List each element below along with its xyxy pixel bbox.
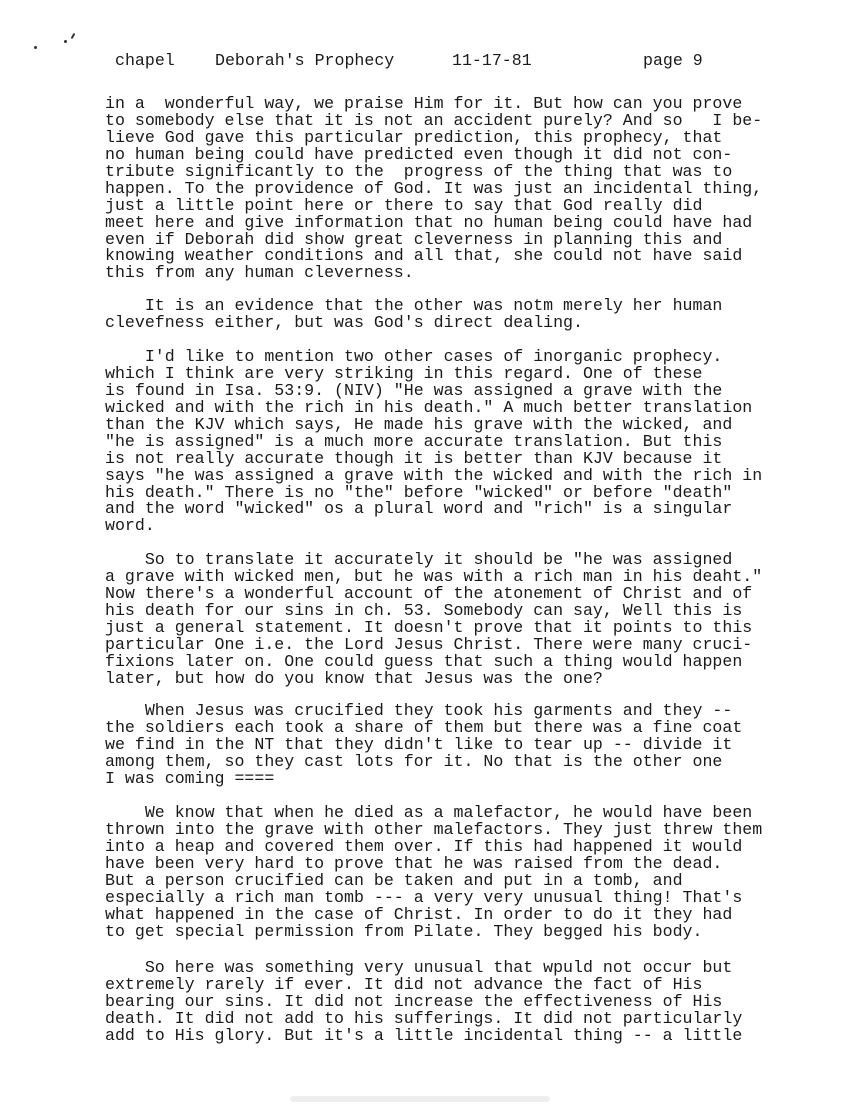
header-page-number: page 9 bbox=[643, 51, 703, 70]
text-line: "he is assigned" is a much more accurate translation. But this bbox=[105, 431, 723, 451]
text-line: tribute significantly to the progress of the thing that was to bbox=[105, 161, 733, 181]
text-line: to get special permission from Pilate. They begged his body. bbox=[105, 921, 703, 941]
header-service: chapel bbox=[115, 51, 175, 70]
text-line: the soldiers each took a share of them but there was a fine coat bbox=[105, 717, 743, 737]
text-line: especially a rich man tomb --- a very very unusual thing! That's bbox=[105, 887, 743, 907]
text-line: his death for our sins in ch. 53. Somebody can say, Well this is bbox=[105, 600, 743, 620]
text-line: So here was something very unusual that wpuld not occur but bbox=[105, 958, 733, 977]
paragraph bbox=[105, 552, 762, 688]
text-line: in a wonderful way, we praise Him for it. But how can you prove bbox=[105, 94, 743, 113]
text-line: When Jesus was crucified they took his garments and they -- bbox=[105, 701, 733, 720]
text-line: says "he was assigned a grave with the wicked and with the rich in bbox=[105, 465, 763, 485]
text-line: even if Deborah did show great cleverness in planning this and bbox=[105, 229, 723, 249]
paragraph bbox=[105, 349, 762, 535]
text-line: just a general statement. It doesn't prove that it points to this bbox=[105, 617, 753, 637]
text-line: clevefness either, but was God's direct dealing. bbox=[105, 312, 583, 332]
text-line: particular One i.e. the Lord Jesus Christ. There were many cruci- bbox=[105, 634, 753, 654]
text-line: meet here and give information that no human being could have had bbox=[105, 212, 753, 232]
text-line: It is an evidence that the other was notm merely her human bbox=[105, 296, 723, 315]
text-line: I was coming ==== bbox=[105, 768, 275, 788]
text-line: we find in the NT that they didn't like to tear up -- divide it bbox=[105, 734, 733, 754]
text-line: death. It did not add to his sufferings. It did not particularly bbox=[105, 1008, 743, 1028]
text-line: add to His glory. But it's a little incidental thing -- a little bbox=[105, 1025, 743, 1045]
text-line: is not really accurate though it is better than KJV because it bbox=[105, 448, 723, 468]
text-line: no human being could have predicted even though it did not con- bbox=[105, 144, 733, 164]
text-line: I'd like to mention two other cases of inorganic prophecy. bbox=[105, 347, 723, 366]
text-line: later, but how do you know that Jesus was the one? bbox=[105, 668, 603, 688]
text-line: his death." There is no "the" before "wicked" or before "death" bbox=[105, 482, 733, 502]
text-line: just a little point here or there to say that God really did bbox=[105, 195, 703, 215]
text-line: a grave with wicked men, but he was with a rich man in his deaht." bbox=[105, 566, 763, 586]
text-line: Now there's a wonderful account of the atonement of Christ and of bbox=[105, 583, 753, 603]
scan-speck bbox=[71, 33, 76, 39]
text-line: word. bbox=[105, 516, 155, 536]
text-line: thrown into the grave with other malefactors. They just threw them bbox=[105, 819, 763, 839]
text-line: than the KJV which says, He made his grave with the wicked, and bbox=[105, 414, 733, 434]
scan-speck bbox=[34, 46, 37, 49]
text-line: this from any human cleverness. bbox=[105, 263, 414, 283]
text-line: But a person crucified can be taken and put in a tomb, and bbox=[105, 870, 683, 890]
header-date: 11-17-81 bbox=[452, 51, 532, 70]
text-line: wicked and with the rich in his death." A much better translation bbox=[105, 397, 753, 417]
paragraph bbox=[105, 703, 742, 788]
paragraph bbox=[105, 960, 742, 1045]
text-line: lieve God gave this particular prediction, this prophecy, that bbox=[105, 127, 723, 147]
paragraph bbox=[105, 96, 762, 282]
text-line: We know that when he died as a malefactor, he would have been bbox=[105, 803, 753, 822]
text-line: which I think are very striking in this regard. One of these bbox=[105, 363, 703, 383]
text-line: and the word "wicked" os a plural word and "rich" is a singular bbox=[105, 499, 733, 519]
text-line: knowing weather conditions and all that, she could not have said bbox=[105, 246, 743, 266]
header-title: Deborah's Prophecy bbox=[215, 51, 395, 70]
scan-speck bbox=[64, 40, 67, 43]
text-line: is found in Isa. 53:9. (NIV) "He was assigned a grave with the bbox=[105, 380, 723, 400]
text-line: into a heap and covered them over. If this had happened it would bbox=[105, 836, 743, 856]
text-line: happen. To the providence of God. It was just an incidental thing, bbox=[105, 178, 763, 198]
scan-smudge bbox=[290, 1096, 550, 1102]
text-line: what happened in the case of Christ. In order to do it they had bbox=[105, 904, 733, 924]
text-line: So to translate it accurately it should be "he was assigned bbox=[105, 550, 733, 569]
paragraph bbox=[105, 805, 762, 941]
text-line: extremely rarely if ever. It did not advance the fact of His bbox=[105, 974, 703, 994]
text-line: among them, so they cast lots for it. No that is the other one bbox=[105, 751, 723, 771]
text-line: to somebody else that it is not an accident purely? And so I be- bbox=[105, 110, 763, 130]
paragraph bbox=[105, 298, 722, 332]
text-line: fixions later on. One could guess that such a thing would happen bbox=[105, 651, 743, 671]
text-line: have been very hard to prove that he was raised from the dead. bbox=[105, 853, 723, 873]
text-line: bearing our sins. It did not increase the effectiveness of His bbox=[105, 991, 723, 1011]
